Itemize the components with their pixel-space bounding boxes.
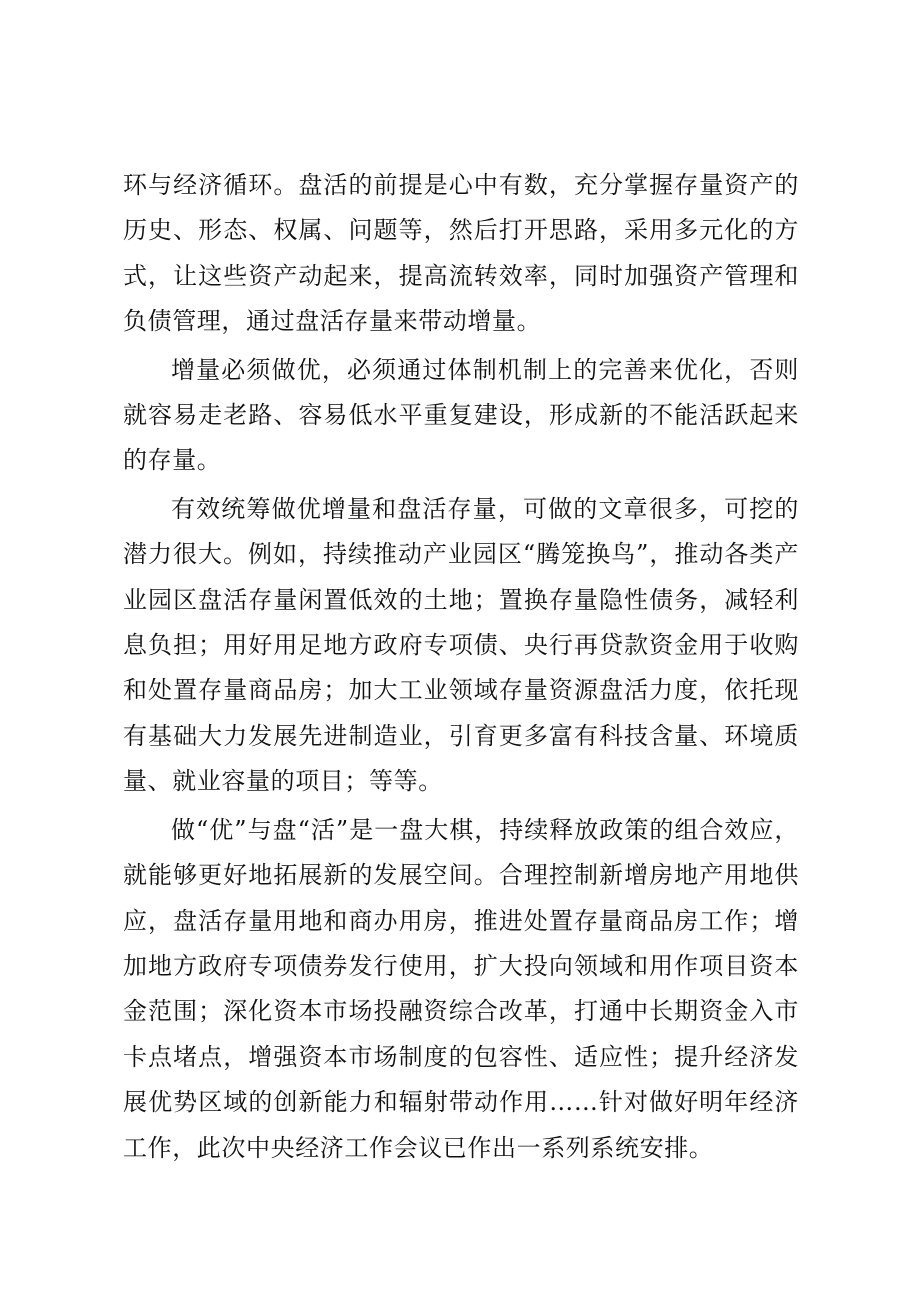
paragraph-1: 环与经济循环。盘活的前提是心中有数，充分掌握存量资产的历史、形态、权属、问题等，然后打开思路，采用多元化的方式，让这些资产动起来，提高流转效率，同时加强资产管理和负债管理，通过盘活存量来带动增量。: [123, 171, 799, 336]
paragraph-4: 做“优”与盘“活”是一盘大棋，持续释放政策的组合效应，就能够更好地拓展新的发展空间。合理控制新增房地产用地供应，盘活存量用地和商办用房，推进处置存量商品房工作；增加地方政府专项债券发行使用，扩大投向领域和用作项目资本金范围；深化资本市场投融资综合改革，打通中长期资金入市卡点堵点，增强资本市场制度的包容性、适应性；提升经济发展优势区域的创新能力和辐射带动作用……针对做好明年经济工作，此次中央经济工作会议已作出一系列系统安排。: [123, 815, 799, 1162]
document-body: [123, 163, 799, 1174]
paragraph-2: 增量必须做优，必须通过体制机制上的完善来优化，否则就容易走老路、容易低水平重复建设，形成新的不能活跃起来的存量。: [123, 355, 799, 475]
paragraph-3: 有效统筹做优增量和盘活存量，可做的文章很多，可挖的潜力很大。例如，持续推动产业园区“腾笼换鸟”，推动各类产业园区盘活存量闲置低效的土地；置换存量隐性债务，减轻利息负担；用好用足地方政府专项债、央行再贷款资金用于收购和处置存量商品房；加大工业领域存量资源盘活力度，依托现有基础大力发展先进制造业，引育更多富有科技含量、环境质量、就业容量的项目；等等。: [123, 494, 799, 796]
